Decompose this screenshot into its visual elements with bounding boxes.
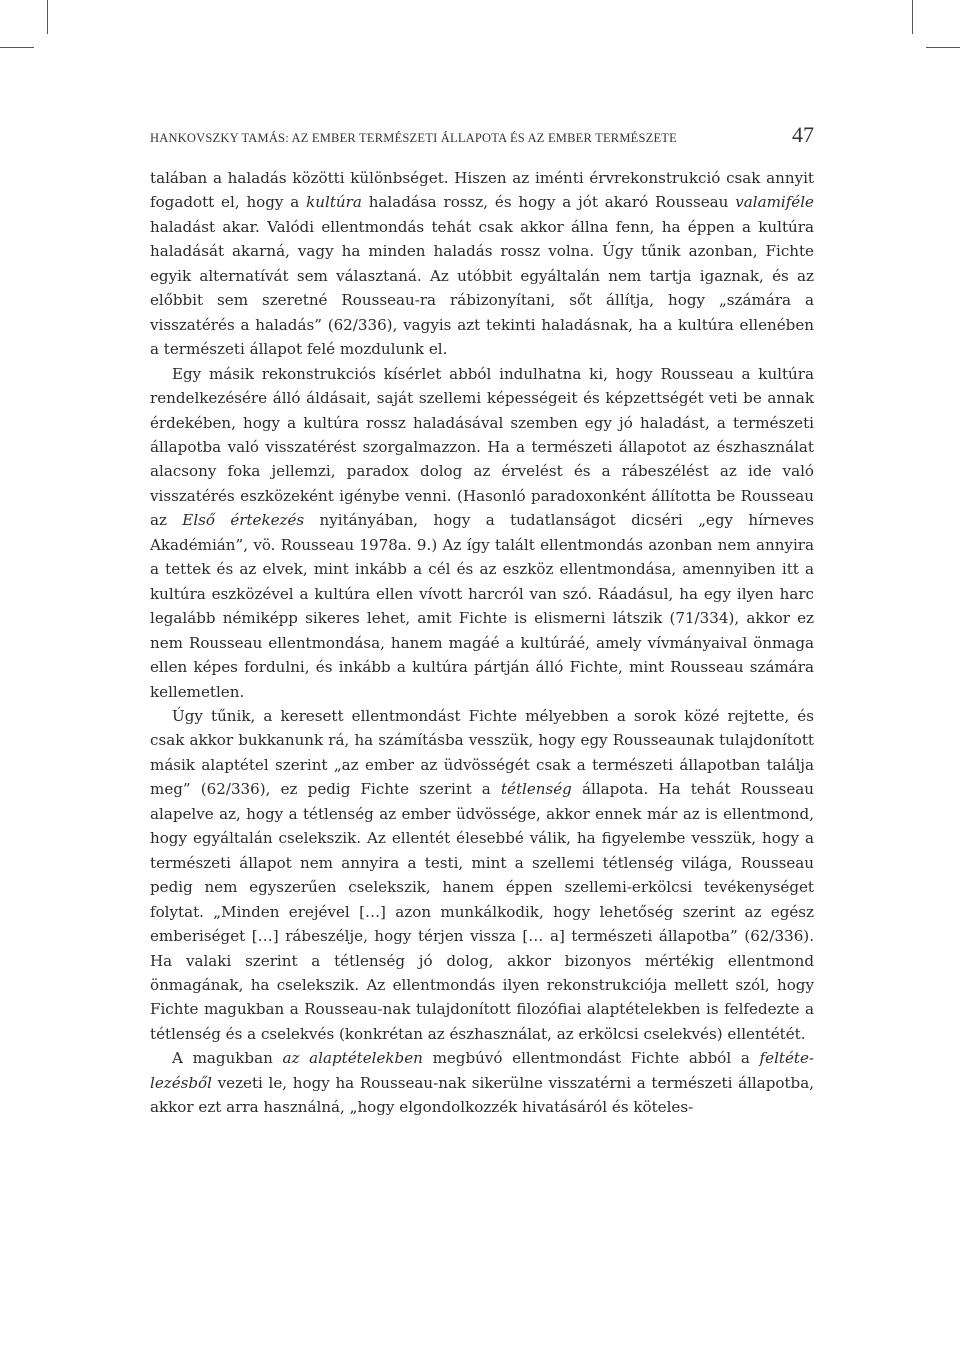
body-text bbox=[150, 166, 814, 1120]
italic-run: az alaptételekben bbox=[282, 1049, 423, 1068]
text-run: A magukban bbox=[172, 1049, 283, 1068]
paragraph-2 bbox=[150, 362, 814, 704]
text-run: Úgy tűnik, a keresett ellentmondást Fichte mélyebben a sorok közé rejtette, és csak akkor bukkanunk rá, ha számításba vesszük, hogy egy Rousseaunak tulajdonított másik alaptétel szerint „az ember az üdvösségét csak a természeti állapotban találja meg” (62/336), ez pedig Fichte szerint a bbox=[150, 706, 814, 799]
text-run: haladása rossz, és hogy a jót akaró Rousseau bbox=[361, 193, 736, 212]
paragraph-3 bbox=[150, 704, 814, 1046]
running-header bbox=[150, 122, 814, 148]
crop-mark-left-top bbox=[0, 47, 34, 48]
running-title: HANKOVSZKY TAMÁS: AZ EMBER TERMÉSZETI ÁLLAPOTA ÉS AZ EMBER TERMÉSZETE bbox=[150, 131, 677, 145]
text-run: Egy másik rekonstrukciós kísérlet abból indulhatna ki, hogy Rousseau a kultúra rendelkezésére álló áldásait, saját szellemi képességeit és képzettségét veti be annak érdekében, hogy a kultúra rossz haladásával szemben egy jó haladást, a természeti állapotba való visszatérést szorgalmazzon. Ha a természeti állapotot az észhasználat alacsony foka jellemzi, paradox dolog az érvelést és a rábeszélést az ide való visszatérés eszközeként igénybe venni. (Hasonló paradoxonként állította be Rousseau az bbox=[150, 364, 814, 530]
text-run: megbúvó ellentmondást Fichte abból a bbox=[422, 1049, 760, 1068]
italic-run: valamiféle bbox=[735, 193, 814, 212]
italic-run: kultúra bbox=[306, 193, 362, 212]
crop-mark-top-left bbox=[47, 0, 48, 34]
italic-run: Első értekezés bbox=[182, 511, 305, 530]
italic-run: tétlenség bbox=[500, 780, 572, 799]
paragraph-1 bbox=[150, 166, 814, 362]
page-number: 47 bbox=[792, 122, 814, 147]
text-run: talában a haladás közötti különbséget. Hiszen az iménti érvrekonstrukció csak annyit fogadott el, hogy a bbox=[150, 169, 814, 212]
italic-run: feltételezésből bbox=[150, 1049, 814, 1092]
text-run: állapota. Ha tehát Rousseau alapelve az, hogy a tétlenség az ember üdvössége, akkor ennek már az is ellentmond, hogy egyáltalán cselekszik. Az ellentét élesebbé válik, ha figyelembe vesszük, hogy a természeti állapot nem annyira a testi, mint a szellemi tétlenség világa, Rousseau pedig nem egyszerűen cselekszik, hanem éppen szellemi-erkölcsi tevékenységet folytat. „Minden erejével […] azon munkálkodik, hogy lehetőség szerint az egész emberiséget […] rábeszélje, hogy térjen vissza [… a] természeti állapotba” (62/336). Ha valaki szerint a tétlenség jó dolog, akkor bizonyos mértékig ellentmond önmagának, ha cselekszik. Az ellentmondás ilyen rekonstrukciója mellett szól, hogy Fichte magukban a Rousseau-nak tulajdonított filozófiai alaptételekben is felfedezte a tétlenség és a cselekvés (konkrétan az észhasználat, az erkölcsi cselekvés) ellentétét. bbox=[150, 780, 814, 1043]
crop-mark-top-right bbox=[912, 0, 913, 34]
text-run: vezeti le, hogy ha Rousseau-nak sikerülne visszatérni a természeti állapotba, akkor ezt arra használná, „hogy elgondolkozzék hivatásáról és köteles- bbox=[150, 1073, 814, 1117]
crop-mark-right-top bbox=[926, 47, 960, 48]
text-run: haladást akar. Valódi ellentmondás tehát csak akkor állna fenn, ha éppen a kultúra haladását akarná, vagy ha minden haladás rossz volna. Úgy tűnik azonban, Fichte egyik alternatívát sem választaná. Az utóbbit egyáltalán nem tartja igaznak, és az előbbit sem szeretné Rousseau-ra rábizonyítani, sőt állítja, hogy „számára a visszatérés a haladás” (62/336), vagyis azt tekinti haladásnak, ha a kultúra ellenében a természeti állapot felé mozdulunk el. bbox=[150, 217, 814, 359]
text-run: nyitányában, hogy a tudatlanságot dicséri „egy hírneves Akadémián”, vö. Rousseau 1978a. 9.) Az így talált ellentmondás azonban nem annyira a tettek és az elvek, mint inkább a cél és az eszköz ellentmondása, amennyiben itt a kultúra eszközével a kultúra ellen vívott harcról van szó. Ráadásul, ha egy ilyen harc legalább némiképp sikeres lehet, amit Fichte is elismerni látszik (71/334), akkor ez nem Rousseau ellentmondása, hanem magáé a kultúráé, amely vívmányaival önmaga ellen képes fordulni, és inkább a kultúra pártján álló Fichte, mint Rousseau számára kellemetlen. bbox=[150, 511, 814, 701]
paragraph-4 bbox=[150, 1046, 814, 1119]
